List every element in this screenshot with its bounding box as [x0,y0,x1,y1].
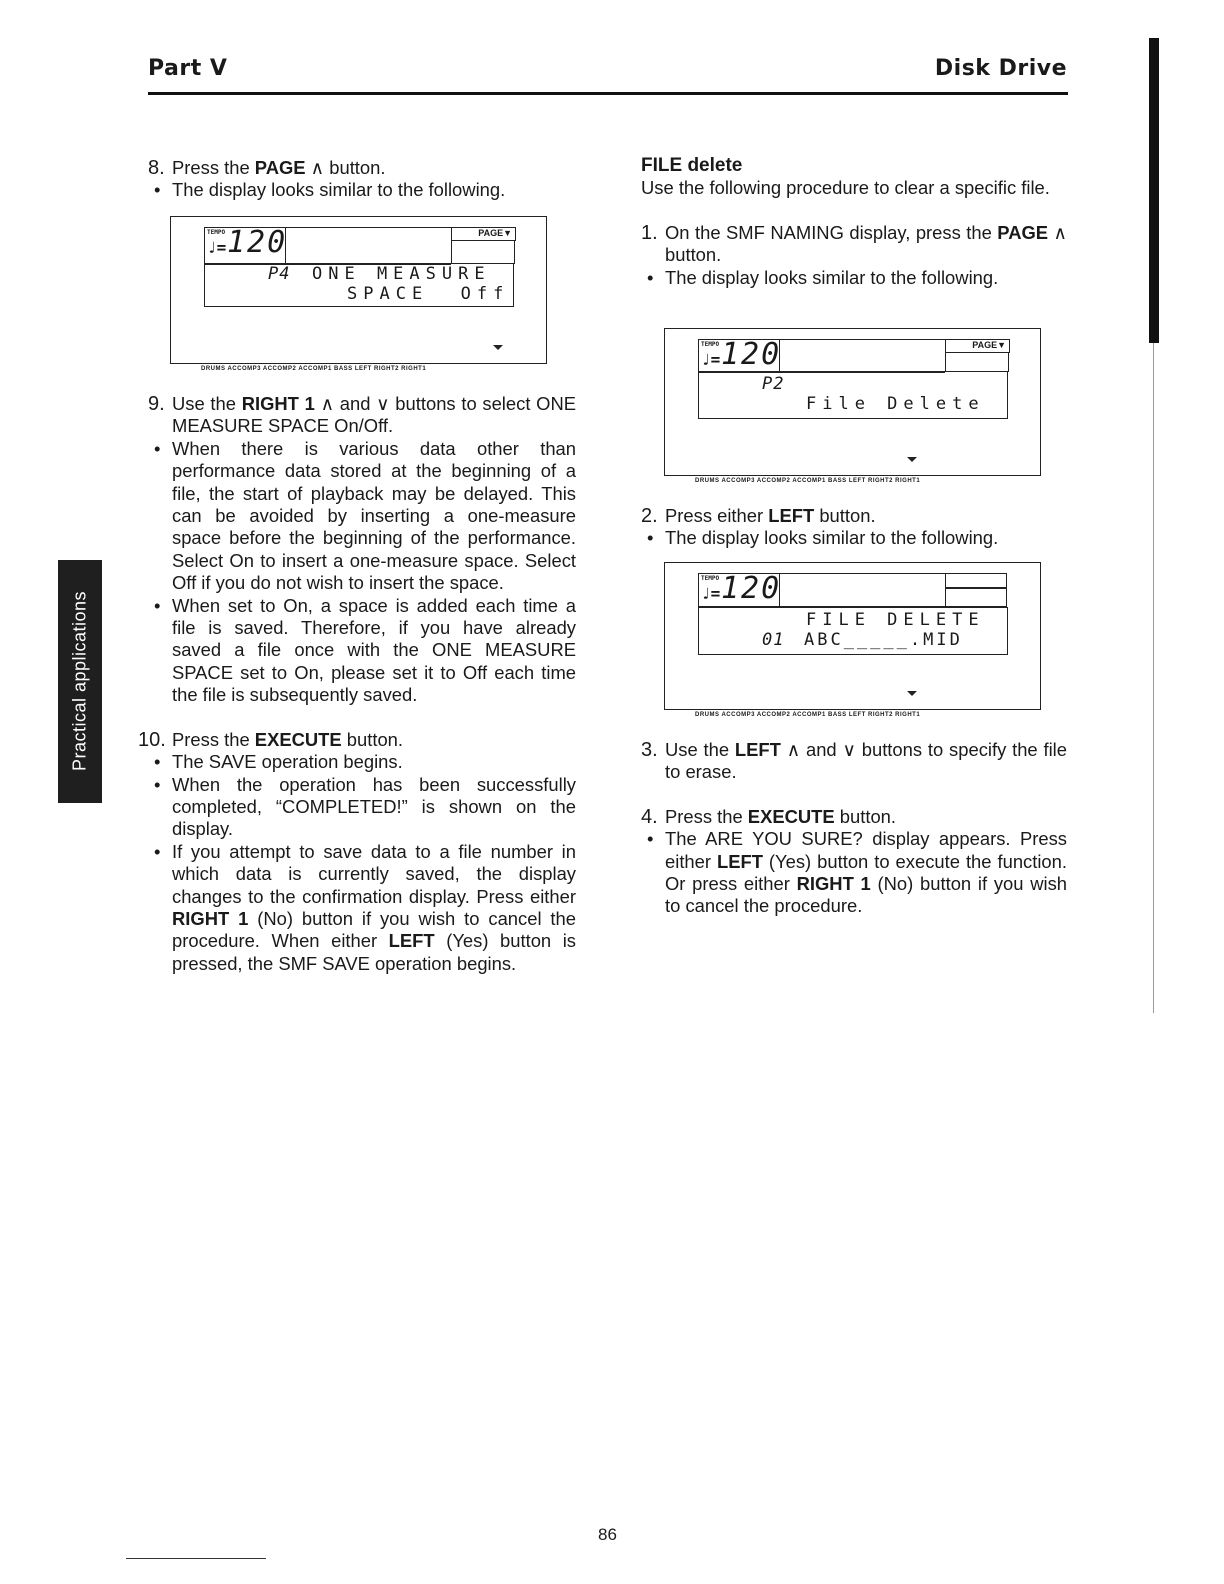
lcd-message: FILE DELETE 01 ABC_____.MID [698,607,1008,655]
list-item: • The display looks similar to the following. [647,527,999,549]
list-item: • The display looks similar to the following. [154,179,506,201]
section-title: FILE delete [641,155,743,176]
step-10: 10. Press the EXECUTE button. [138,728,404,751]
down-arrow-icon [493,345,503,350]
intro-text: Use the following procedure to clear a specific file. [641,177,1050,199]
left-column-lower [138,393,576,975]
step-1: 1. On the SMF NAMING display, press the PAGE ∧ button. [641,221,1067,266]
lcd-message: P2 File Delete [698,371,1008,419]
list-item: • When there is various data other than performance data stored at the beginning of a file, the start of playback may be delayed. This can be avoided by inserting a one-measure space before the beginning of the performance. Select On to insert a one-measure space. Select Off if you do not wish to insert the space. [154,437,576,594]
page-number: 86 [598,1525,617,1544]
right-column [641,155,1067,289]
page-indicator: PAGE▼ [945,339,1010,353]
page-edge-bar [1149,38,1159,343]
lcd-display-one-measure [170,216,547,372]
down-arrow-icon [907,457,917,462]
lcd-display-file-delete-confirm [664,562,1041,718]
header-rule [148,92,1068,95]
part-labels: DRUMS ACCOMP3 ACCOMP2 ACCOMP1 BASS LEFT RIGHT2 RIGHT1 [201,366,427,372]
tempo-readout: TEMPO ♩= 120 [204,227,286,265]
side-tab [58,560,102,803]
step-8: 8. Press the PAGE ∧ button. [148,157,386,179]
page-edge-line [1153,343,1154,1013]
side-tab-label: Practical applications [69,590,90,772]
step-4: 4. Press the EXECUTE button. [641,805,897,828]
right-column-mid [641,505,1067,550]
list-item: • If you attempt to save data to a file number in which data is currently saved, the display changes to the confirmation display. Press either RIGHT 1 (No) button if you wish to cancel the procedure. When either LEFT (Yes) button is pressed, the SMF SAVE operation begins. [154,840,576,974]
lcd-message: P4 ONE MEASURE SPACE Off [204,263,514,307]
down-arrow-icon [907,691,917,696]
list-item: • The display looks similar to the following. [647,266,999,288]
step-3: 3. Use the LEFT ∧ and ∨ buttons to specify the file to erase. [641,739,1067,783]
tempo-readout: TEMPO ♩= 120 [698,573,780,607]
list-item: • When set to On, a space is added each time a file is saved. Therefore, if you have already saved a file once with the ONE MEASURE SPACE set to On, please set it to Off each time the file is subsequently saved. [154,594,576,706]
header-section: Disk Drive [934,56,1067,81]
part-labels: DRUMS ACCOMP3 ACCOMP2 ACCOMP1 BASS LEFT RIGHT2 RIGHT1 [695,478,921,484]
footer-line [126,1558,266,1559]
page-indicator: PAGE▼ [451,227,516,241]
tempo-readout: TEMPO ♩= 120 [698,339,780,373]
step-2: 2. Press either LEFT button. [641,505,876,527]
lcd-display-file-delete [664,328,1041,484]
part-labels: DRUMS ACCOMP3 ACCOMP2 ACCOMP1 BASS LEFT RIGHT2 RIGHT1 [695,712,921,718]
list-item: • The ARE YOU SURE? display appears. Press either LEFT (Yes) button to execute the function. Or press either RIGHT 1 (No) button if you wish to cancel the procedure. [647,828,1067,917]
left-column [148,157,576,202]
step-9: 9. Use the RIGHT 1 ∧ and ∨ buttons to select ONE MEASURE SPACE On/Off. [148,393,576,437]
list-item: • The SAVE operation begins. [154,751,403,773]
header-part: Part V [148,56,228,81]
list-item: • When the operation has been successfully completed, “COMPLETED!” is shown on the display. [154,773,576,840]
right-column-lower [641,739,1067,918]
